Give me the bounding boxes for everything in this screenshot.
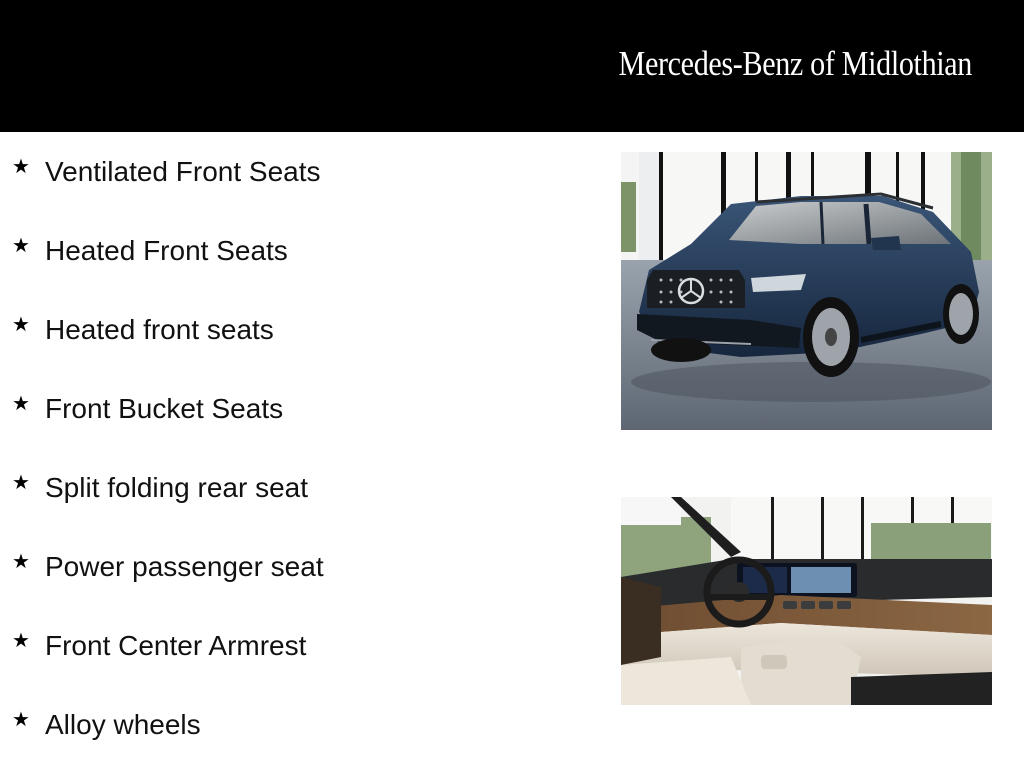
star-icon: ★ — [12, 630, 30, 652]
feature-label: Power passenger seat — [45, 551, 324, 582]
feature-item — [12, 626, 306, 666]
vehicle-exterior-photo — [621, 152, 992, 430]
feature-label: Split folding rear seat — [45, 472, 309, 503]
feature-label: Heated front seats — [45, 314, 274, 345]
star-icon: ★ — [12, 472, 30, 494]
feature-item — [12, 547, 324, 587]
feature-label: Ventilated Front Seats — [45, 156, 321, 187]
star-icon: ★ — [12, 314, 30, 336]
vehicle-interior-photo — [621, 497, 992, 705]
star-icon: ★ — [12, 709, 30, 731]
feature-item — [12, 468, 308, 508]
dealer-header — [0, 0, 1024, 132]
star-icon: ★ — [12, 393, 30, 415]
star-icon: ★ — [12, 551, 30, 573]
feature-label: Front Center Armrest — [45, 630, 307, 661]
star-icon: ★ — [12, 235, 30, 257]
star-icon: ★ — [12, 156, 30, 178]
feature-label: Front Bucket Seats — [45, 393, 284, 424]
feature-item — [12, 152, 321, 192]
feature-item — [12, 231, 288, 271]
dealer-logo-text: Mercedes-Benz of Midlothian — [618, 44, 972, 83]
feature-item — [12, 389, 283, 429]
feature-item — [12, 310, 274, 350]
feature-item — [12, 705, 201, 745]
suv-interior-image — [621, 497, 992, 705]
suv-exterior-image — [621, 152, 992, 430]
feature-label: Heated Front Seats — [45, 235, 288, 266]
feature-label: Alloy wheels — [45, 709, 201, 740]
